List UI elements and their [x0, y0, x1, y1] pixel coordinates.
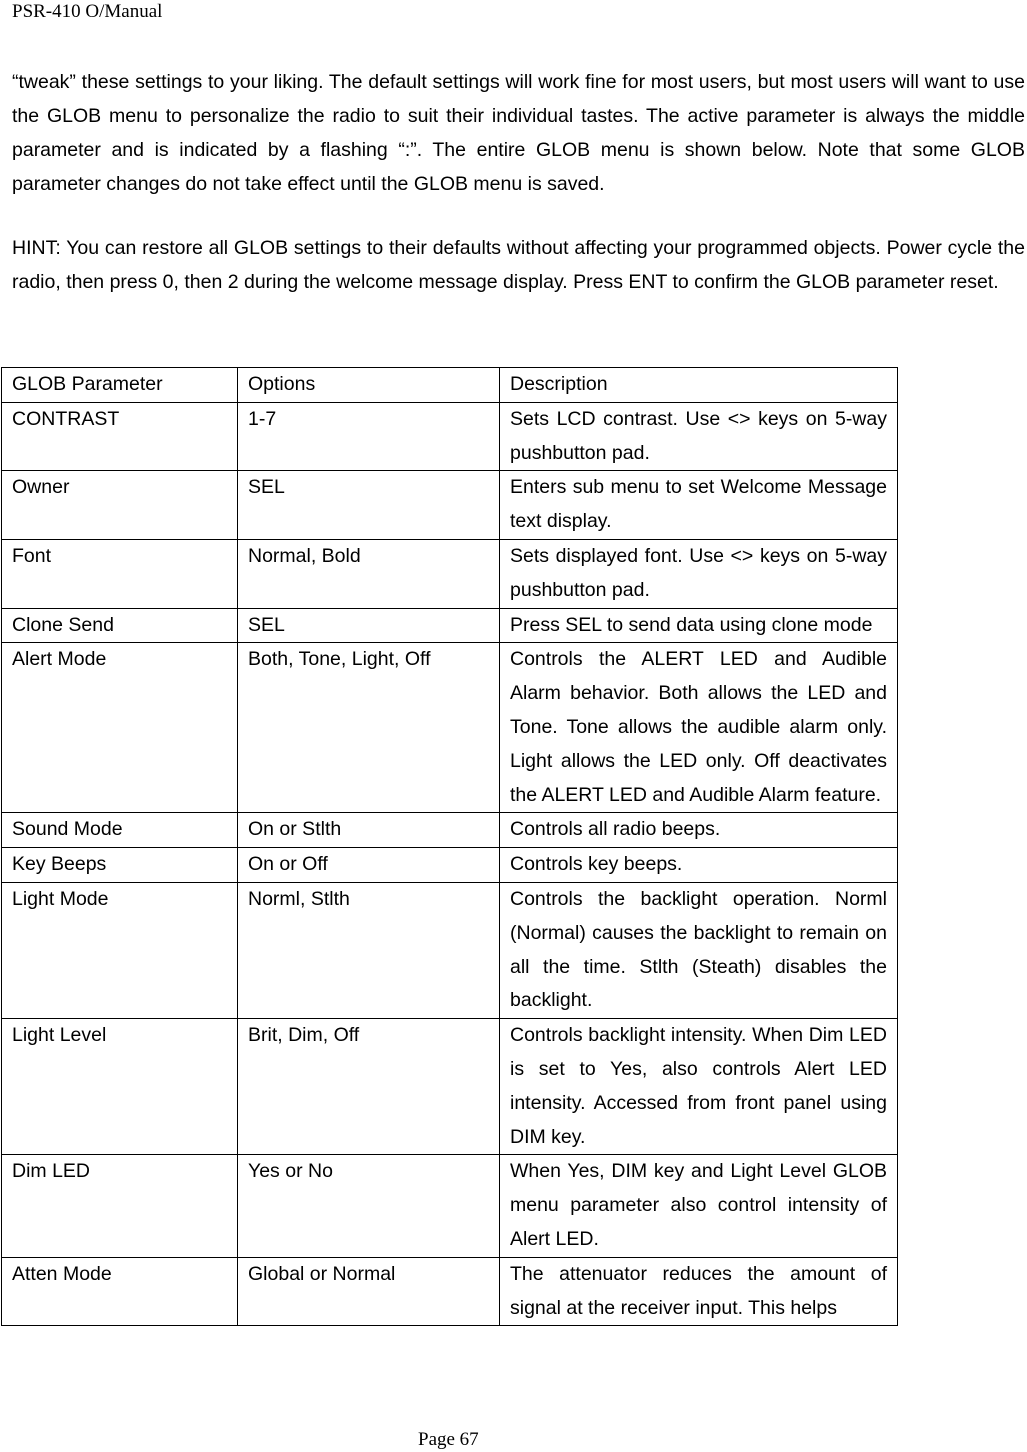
- cell-description: Controls key beeps.: [500, 848, 898, 883]
- cell-options: On or Off: [238, 848, 500, 883]
- cell-parameter: Key Beeps: [2, 848, 238, 883]
- cell-options: Yes or No: [238, 1155, 500, 1257]
- cell-options: Both, Tone, Light, Off: [238, 643, 500, 813]
- cell-description: Sets LCD contrast. Use <> keys on 5-way pushbutton pad.: [500, 402, 898, 471]
- cell-options: Normal, Bold: [238, 539, 500, 608]
- table-row: [2, 1257, 898, 1326]
- cell-description: Press SEL to send data using clone mode: [500, 608, 898, 643]
- table-row: [2, 1155, 898, 1257]
- cell-parameter: Clone Send: [2, 608, 238, 643]
- cell-options: Brit, Dim, Off: [238, 1019, 500, 1155]
- cell-description: Sets displayed font. Use <> keys on 5-way pushbutton pad.: [500, 539, 898, 608]
- table-header-row: [2, 368, 898, 403]
- cell-parameter: Light Level: [2, 1019, 238, 1155]
- cell-description: Controls the ALERT LED and Audible Alarm behavior. Both allows the LED and Tone. Tone allows the audible alarm only. Light allows the LED only. Off deactivates the ALERT LED and Audible Alarm feature.: [500, 643, 898, 813]
- page-header: PSR-410 O/Manual: [12, 1, 163, 22]
- table-row: [2, 539, 898, 608]
- cell-parameter: CONTRAST: [2, 402, 238, 471]
- cell-options: On or Stlth: [238, 813, 500, 848]
- table-row: [2, 882, 898, 1018]
- cell-description: The attenuator reduces the amount of signal at the receiver input. This helps: [500, 1257, 898, 1326]
- hint-paragraph: HINT: You can restore all GLOB settings to their defaults without affecting your programmed objects. Power cycle the radio, then press 0, then 2 during the welcome message display. Press ENT to confirm the GLOB parameter reset.: [12, 237, 1025, 293]
- header-parameter: GLOB Parameter: [2, 368, 238, 403]
- cell-parameter: Alert Mode: [2, 643, 238, 813]
- cell-options: SEL: [238, 608, 500, 643]
- cell-options: Global or Normal: [238, 1257, 500, 1326]
- table-row: [2, 813, 898, 848]
- cell-parameter: Font: [2, 539, 238, 608]
- cell-parameter: Light Mode: [2, 882, 238, 1018]
- cell-description: Controls the backlight operation. Norml (Normal) causes the backlight to remain on all the time. Stlth (Steath) disables the backlight.: [500, 882, 898, 1018]
- cell-parameter: Owner: [2, 471, 238, 540]
- intro-paragraph: “tweak” these settings to your liking. The default settings will work fine for most users, but most users will want to use the GLOB menu to personalize the radio to suit their individual tastes. The active parameter is always the middle parameter and is indicated by a flashing “:”. The entire GLOB menu is shown below. Note that some GLOB parameter changes do not take effect until the GLOB menu is saved.: [12, 71, 1025, 195]
- page-number: Page 67: [418, 1429, 479, 1450]
- cell-options: Norml, Stlth: [238, 882, 500, 1018]
- table-row: [2, 402, 898, 471]
- glob-parameter-table: [1, 367, 898, 1326]
- cell-description: When Yes, DIM key and Light Level GLOB menu parameter also control intensity of Alert LED.: [500, 1155, 898, 1257]
- header-options: Options: [238, 368, 500, 403]
- cell-parameter: Dim LED: [2, 1155, 238, 1257]
- table-row: [2, 1019, 898, 1155]
- cell-description: Controls backlight intensity. When Dim LED is set to Yes, also controls Alert LED intensity. Accessed from front panel using DIM key.: [500, 1019, 898, 1155]
- cell-description: Enters sub menu to set Welcome Message text display.: [500, 471, 898, 540]
- cell-description: Controls all radio beeps.: [500, 813, 898, 848]
- cell-parameter: Atten Mode: [2, 1257, 238, 1326]
- table-row: [2, 471, 898, 540]
- cell-options: SEL: [238, 471, 500, 540]
- table-row: [2, 643, 898, 813]
- cell-options: 1-7: [238, 402, 500, 471]
- table-row: [2, 848, 898, 883]
- cell-parameter: Sound Mode: [2, 813, 238, 848]
- table-row: [2, 608, 898, 643]
- header-description: Description: [500, 368, 898, 403]
